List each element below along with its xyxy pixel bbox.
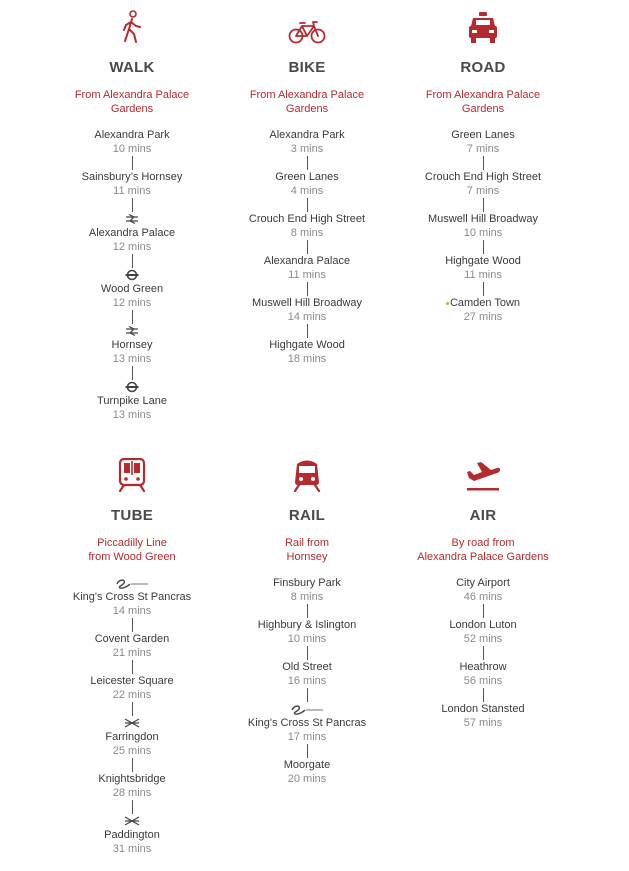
connector-line (307, 604, 308, 618)
bike-stop-time: 8 mins (290, 227, 324, 239)
tube-stop-name: Knightsbridge (98, 773, 166, 785)
walk-subtitle: From Alexandra Palace Gardens (74, 89, 190, 115)
tube-title: TUBE (110, 507, 154, 524)
walk-title: WALK (109, 59, 155, 76)
road-stop-name: Muswell Hill Broadway (427, 213, 539, 225)
connector-line (307, 744, 308, 758)
tube-stop-name: Farringdon (105, 731, 159, 743)
tube-stop-name: King's Cross St Pancras (72, 591, 192, 603)
walk-stop-name: Alexandra Park (94, 129, 170, 141)
connector-line (132, 366, 133, 380)
rail-stop-name: King's Cross St Pancras (247, 717, 367, 729)
rail-stop-name: Moorgate (283, 759, 331, 771)
air-stop-time: 57 mins (463, 717, 503, 729)
national-rail-icon (32, 324, 232, 338)
tube-stop-name: Leicester Square (90, 675, 174, 687)
road-stop-name: Green Lanes (451, 129, 515, 141)
road-title: ROAD (460, 59, 506, 76)
connector-line (307, 282, 308, 296)
connector-line (307, 324, 308, 338)
rail-subtitle: Rail from Hornsey (284, 537, 329, 563)
walk-stop-time: 10 mins (112, 143, 152, 155)
connector-line (483, 282, 484, 296)
rail-column (207, 452, 407, 786)
walk-column (32, 4, 232, 422)
road-stop-time: 7 mins (466, 143, 500, 155)
bike-stop-time: 18 mins (287, 353, 327, 365)
bike-subtitle: From Alexandra Palace Gardens (249, 89, 365, 115)
road-column (383, 4, 583, 324)
bike-stop-name: Green Lanes (275, 171, 339, 183)
tube-stop-name: Paddington (104, 829, 160, 841)
connector-line (307, 646, 308, 660)
road-stop-name: Highgate Wood (445, 255, 521, 267)
tube-stop-time: 25 mins (112, 745, 152, 757)
tube-stop-time: 21 mins (112, 647, 152, 659)
rail-list (207, 576, 407, 786)
air-stop-time: 52 mins (463, 633, 503, 645)
rail-stop-name: Finsbury Park (273, 577, 341, 589)
national-rail-icon (32, 212, 232, 226)
road-stop-time: 10 mins (463, 227, 503, 239)
walk-stop-name: Hornsey (111, 339, 153, 351)
bike-stop-name: Alexandra Park (269, 129, 345, 141)
road-stop-time: 27 mins (463, 311, 503, 323)
connector-line (132, 198, 133, 212)
road-stop-name: Camden Town (383, 296, 583, 310)
connector-line (483, 240, 484, 254)
bike-stop-time: 3 mins (290, 143, 324, 155)
tube-train-icon (32, 452, 232, 492)
air-stop-name: London Stansted (441, 703, 525, 715)
walk-icon (32, 4, 232, 44)
bike-title: BIKE (288, 59, 326, 76)
walk-stop-time: 12 mins (112, 241, 152, 253)
rail-stop-name: Highbury & Islington (257, 619, 357, 631)
air-stop-time: 46 mins (463, 591, 503, 603)
air-stop-name: City Airport (456, 577, 510, 589)
bike-stop-name: Alexandra Palace (263, 255, 351, 267)
connector-line (132, 618, 133, 632)
walk-stop-name: Turnpike Lane (97, 395, 167, 407)
connector-line (483, 604, 484, 618)
tube-list (32, 576, 232, 856)
walk-stop-time: 12 mins (112, 297, 152, 309)
walk-stop-time: 13 mins (112, 353, 152, 365)
road-stop-time: 11 mins (464, 269, 502, 281)
connector-line (132, 660, 133, 674)
bike-stop-name: Highgate Wood (269, 339, 345, 351)
bike-stop-name: Muswell Hill Broadway (251, 297, 363, 309)
walk-stop-name: Alexandra Palace (88, 227, 176, 239)
rail-stop-time: 8 mins (290, 591, 324, 603)
bike-stop-name: Crouch End High Street (248, 213, 366, 225)
connector-line (132, 310, 133, 324)
walk-stop-time: 13 mins (112, 409, 152, 421)
connector-line (307, 240, 308, 254)
rail-stop-time: 17 mins (287, 731, 327, 743)
tube-stop-name: Covent Garden (94, 633, 170, 645)
rail-stop-time: 20 mins (287, 773, 327, 785)
rail-train-icon (207, 452, 407, 492)
elizabeth-line-icon (32, 716, 232, 730)
bike-stop-time: 11 mins (288, 269, 326, 281)
underground-roundel-icon (32, 380, 232, 394)
air-stop-name: Heathrow (459, 661, 507, 673)
connector-line (483, 646, 484, 660)
connector-line (132, 254, 133, 268)
tube-stop-time: 28 mins (112, 787, 152, 799)
bicycle-icon (207, 4, 407, 44)
tube-subtitle: Piccadilly Line from Wood Green (88, 537, 176, 563)
elizabeth-line-icon (32, 814, 232, 828)
connector-line (132, 758, 133, 772)
underground-roundel-icon (32, 268, 232, 282)
air-subtitle: By road from Alexandra Palace Gardens (417, 537, 549, 563)
connector-line (307, 156, 308, 170)
connector-line (132, 156, 133, 170)
connector-line (132, 800, 133, 814)
tube-stop-time: 22 mins (112, 689, 152, 701)
bullet-dot-icon (446, 302, 449, 305)
walk-list (32, 128, 232, 422)
air-title: AIR (469, 507, 497, 524)
eurostar-logo-icon (207, 702, 407, 716)
air-column (383, 452, 583, 730)
rail-stop-time: 16 mins (287, 675, 327, 687)
road-subtitle: From Alexandra Palace Gardens (425, 89, 541, 115)
connector-line (483, 198, 484, 212)
road-stop-time: 7 mins (466, 185, 500, 197)
connector-line (483, 688, 484, 702)
tube-column (32, 452, 232, 856)
airplane-departure-icon (383, 452, 583, 492)
road-stop-name: Crouch End High Street (424, 171, 542, 183)
connector-line (132, 702, 133, 716)
tube-stop-time: 31 mins (112, 843, 152, 855)
road-list (383, 128, 583, 324)
air-stop-name: London Luton (449, 619, 517, 631)
bike-stop-time: 4 mins (290, 185, 324, 197)
walk-stop-name: Wood Green (100, 283, 164, 295)
air-list (383, 576, 583, 730)
bike-column (207, 4, 407, 366)
rail-stop-name: Old Street (282, 661, 332, 673)
tube-stop-time: 14 mins (112, 605, 152, 617)
taxi-icon (383, 4, 583, 44)
connector-line (307, 198, 308, 212)
walk-stop-time: 11 mins (113, 185, 151, 197)
rail-stop-time: 10 mins (287, 633, 327, 645)
bike-list (207, 128, 407, 366)
connector-line (483, 156, 484, 170)
rail-title: RAIL (288, 507, 326, 524)
walk-stop-name: Sainsbury’s Hornsey (81, 171, 183, 183)
connector-line (307, 688, 308, 702)
bike-stop-time: 14 mins (287, 311, 327, 323)
eurostar-logo-icon (32, 576, 232, 590)
air-stop-time: 56 mins (463, 675, 503, 687)
